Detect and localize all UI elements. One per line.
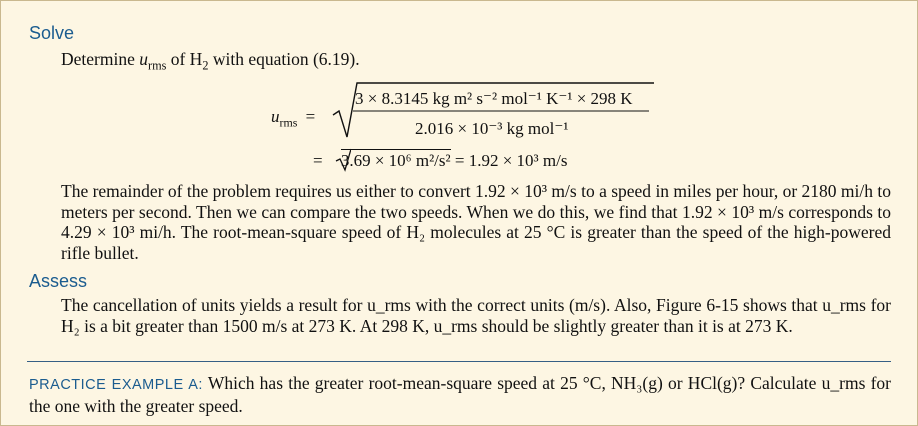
eq-denominator: 2.016 × 10⁻³ kg mol⁻¹: [415, 119, 569, 138]
eq-numerator: 3 × 8.3145 kg m² s⁻² mol⁻¹ K⁻¹ × 298 K: [355, 89, 633, 108]
equals-sign: =: [313, 151, 323, 170]
intro-text-b: of H: [166, 49, 203, 69]
solve-paragraph: The remainder of the problem requires us either to convert 1.92 × 10³ m/s to a speed in miles per hour, or 2180 mi/h to meters per second. Then we can compare the two speeds. When we do this, we find that 1.92 × 10³ m/s corresponds to 4.29 × 10³ mi/h. The root-mean-square speed of H₂ molecules at 25 °C is greater than the speed of the high-powered rifle bullet.: [61, 181, 891, 263]
assess-heading: Assess: [29, 271, 88, 291]
u-symbol: u: [271, 107, 280, 126]
practice-label: PRACTICE EXAMPLE A:: [29, 377, 203, 393]
eq-line2: [313, 151, 567, 171]
urms-lhs: [271, 107, 316, 130]
solve-heading: Solve: [29, 23, 75, 43]
practice-example: [29, 373, 891, 416]
sqrt-radicand: 3.69 × 10⁶ m²/s²: [340, 151, 451, 170]
intro-text-a: Determine: [61, 49, 140, 69]
intro-text-c: with equation (6.19).: [208, 49, 360, 69]
equals-sign: =: [305, 107, 316, 126]
eq-result: = 1.92 × 10³ m/s: [450, 151, 568, 170]
u-subscript: rms: [279, 115, 298, 130]
h2-subscript: 2: [202, 58, 209, 73]
u-symbol: u: [139, 49, 148, 69]
practice-text: Which has the greater root-mean-square speed at 25 °C, NH₃(g) or HCl(g)? Calculate u_rms for the one with the greater speed.: [29, 373, 891, 416]
solve-intro: [61, 49, 661, 73]
u-subscript: rms: [147, 58, 167, 73]
section-divider: [27, 361, 891, 362]
assess-paragraph: The cancellation of units yields a result for u_rms with the correct units (m/s). Also, Figure 6-15 shows that u_rms for H₂ is a bit greater than 1500 m/s at 273 K. At 298 K, u_rms should be slightly greater than it is at 273 K.: [61, 295, 891, 336]
sqrt-sign-small: [335, 148, 351, 172]
